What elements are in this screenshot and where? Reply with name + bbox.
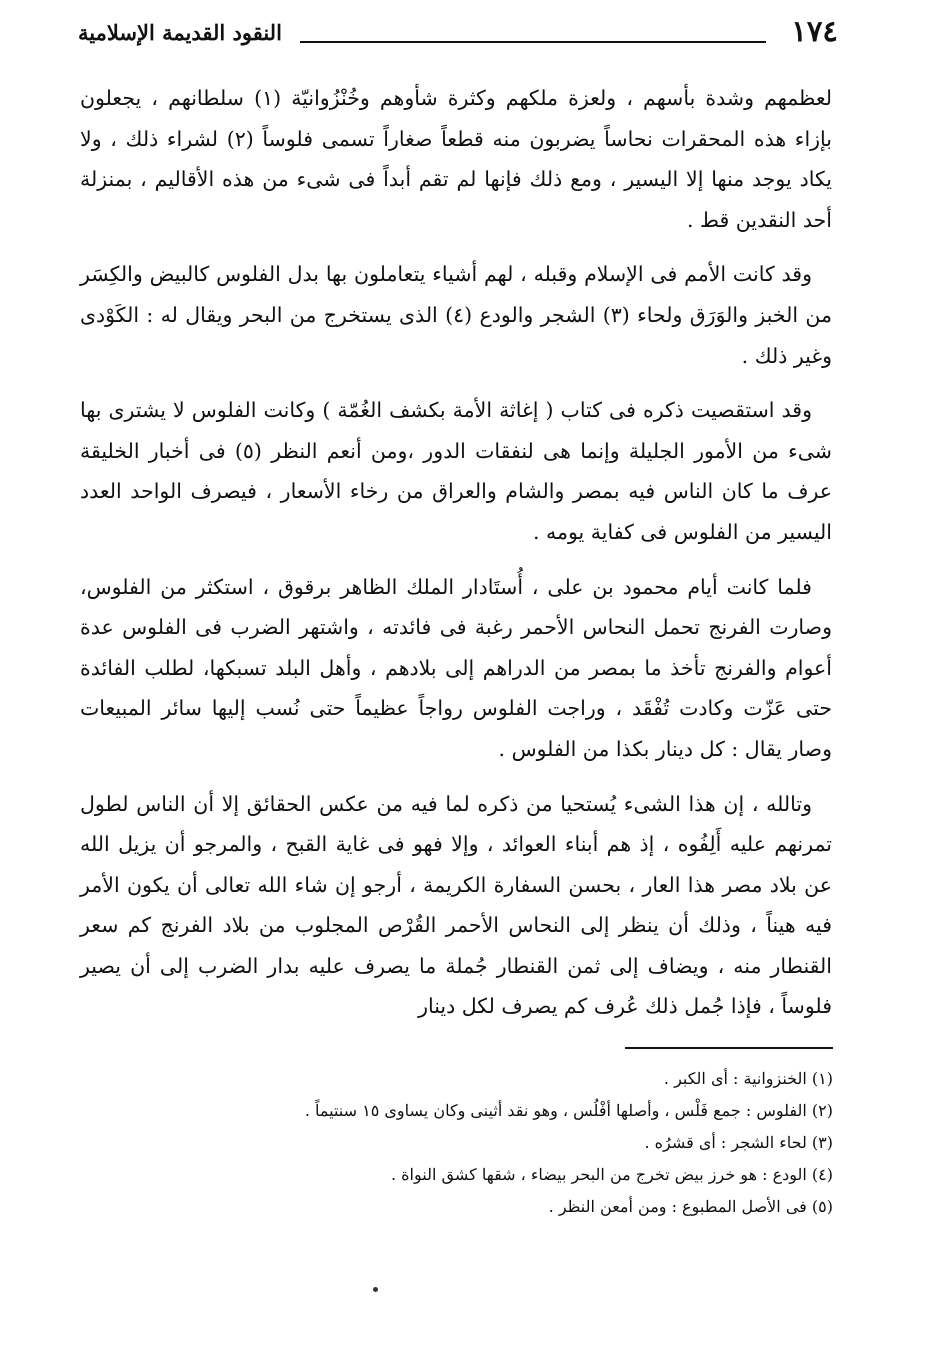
footnote: (٥) فى الأصل المطبوع : ومن أمعن النظر . xyxy=(548,1197,833,1216)
footnote: (٢) الفلوس : جمع فَلْس ، وأصلها أفْلُس ، وهو نقد أثينى وكان يساوى ١٥ سنتيماً . xyxy=(304,1101,833,1120)
paragraph: وقد استقصيت ذكره فى كتاب ( إغاثة الأمة بكشف الغُمّة ) وكانت الفلوس لا يشترى بها شىء من الأمور الجليلة وإنما هى لنفقات الدور ،ومن أنعم النظر (٥) فى أخبار الخليقة عرف ما كان الناس فيه بمصر والشام والعراق من رخاء الأسعار ، فيصرف الواحد العدد اليسير من الفلوس فى كفاية يومه . xyxy=(80,398,832,544)
header-rule xyxy=(300,41,766,43)
footnotes xyxy=(133,1063,833,1223)
paragraph: لعظمهم وشدة بأسهم ، ولعزة ملكهم وكثرة شأوهم وخُنْزُوانيّة (١) سلطانهم ، يجعلون بإزاء هذه المحقرات نحاساً يضربون منه قطعاً صغاراً تسمى فلوساً (٢) لشراء ذلك ، ولا يكاد يوجد منها إلا اليسير ، ومع ذلك فإنها لم تقم أبداً فى شىء من هذه الأقاليم ، بمنزلة أحد النقدين قط . xyxy=(80,86,832,232)
scan-speck xyxy=(373,1287,378,1292)
running-title: النقود القديمة الإسلامية xyxy=(78,20,282,45)
page-number: ١٧٤ xyxy=(791,14,838,48)
body-text xyxy=(80,78,832,1041)
footnote: (٤) الودع : هو خرز بيض تخرج من البحر بيضاء ، شقها كشق النواة . xyxy=(391,1165,833,1184)
footnote: (١) الخنزوانية : أى الكبر . xyxy=(663,1069,833,1088)
paragraph: فلما كانت أيام محمود بن على ، أُستَادار الملك الظاهر برقوق ، استكثر من الفلوس، وصارت الفرنج تحمل النحاس الأحمر رغبة فى فائدته ، واشتهر الضرب فى الفلوس عدة أعوام والفرنج تأخذ ما بمصر من الدراهم إلى بلادهم ، وأهل البلد تسبكها، لطلب الفائدة حتى عَزّت وكادت تُفْقَد ، وراجت الفلوس رواجاً عظيماً حتى نُسب إليها سائر المبيعات وصار يقال : كل دينار بكذا من الفلوس . xyxy=(80,574,832,761)
footnote: (٣) لحاء الشجر : أى قشرُه . xyxy=(644,1133,833,1152)
footnote-separator xyxy=(625,1047,833,1049)
running-header xyxy=(78,10,838,54)
paragraph: وتالله ، إن هذا الشىء يُستحيا من ذكره لما فيه من عكس الحقائق إلا أن الناس لطول تمرنهم عليه أَلِفُوه ، إذ هم أبناء العوائد ، وإلا فهو فى غاية القبح ، والمرجو أن يزيل الله عن بلاد مصر هذا العار ، بحسن السفارة الكريمة ، أرجو إن شاء الله تعالى أن يكون الأمر فيه هيناً ، وذلك أن ينظر إلى النحاس الأحمر القُرْص المجلوب من بلاد الفرنج كم سعر القنطار منه ، ويضاف إلى ثمن القنطار جُملة ما يصرف عليه بدار الضرب إلى أن يصير فلوساً ، فإذا جُمل ذلك عُرف كم يصرف لكل دينار xyxy=(80,791,832,1019)
paragraph: وقد كانت الأمم فى الإسلام وقبله ، لهم أشياء يتعاملون بها بدل الفلوس كالبيض والكِسَر من الخبز والوَرَق ولحاء (٣) الشجر والودع (٤) الذى يستخرج من البحر ويقال له : الكَوْدى وغير ذلك . xyxy=(80,262,832,368)
